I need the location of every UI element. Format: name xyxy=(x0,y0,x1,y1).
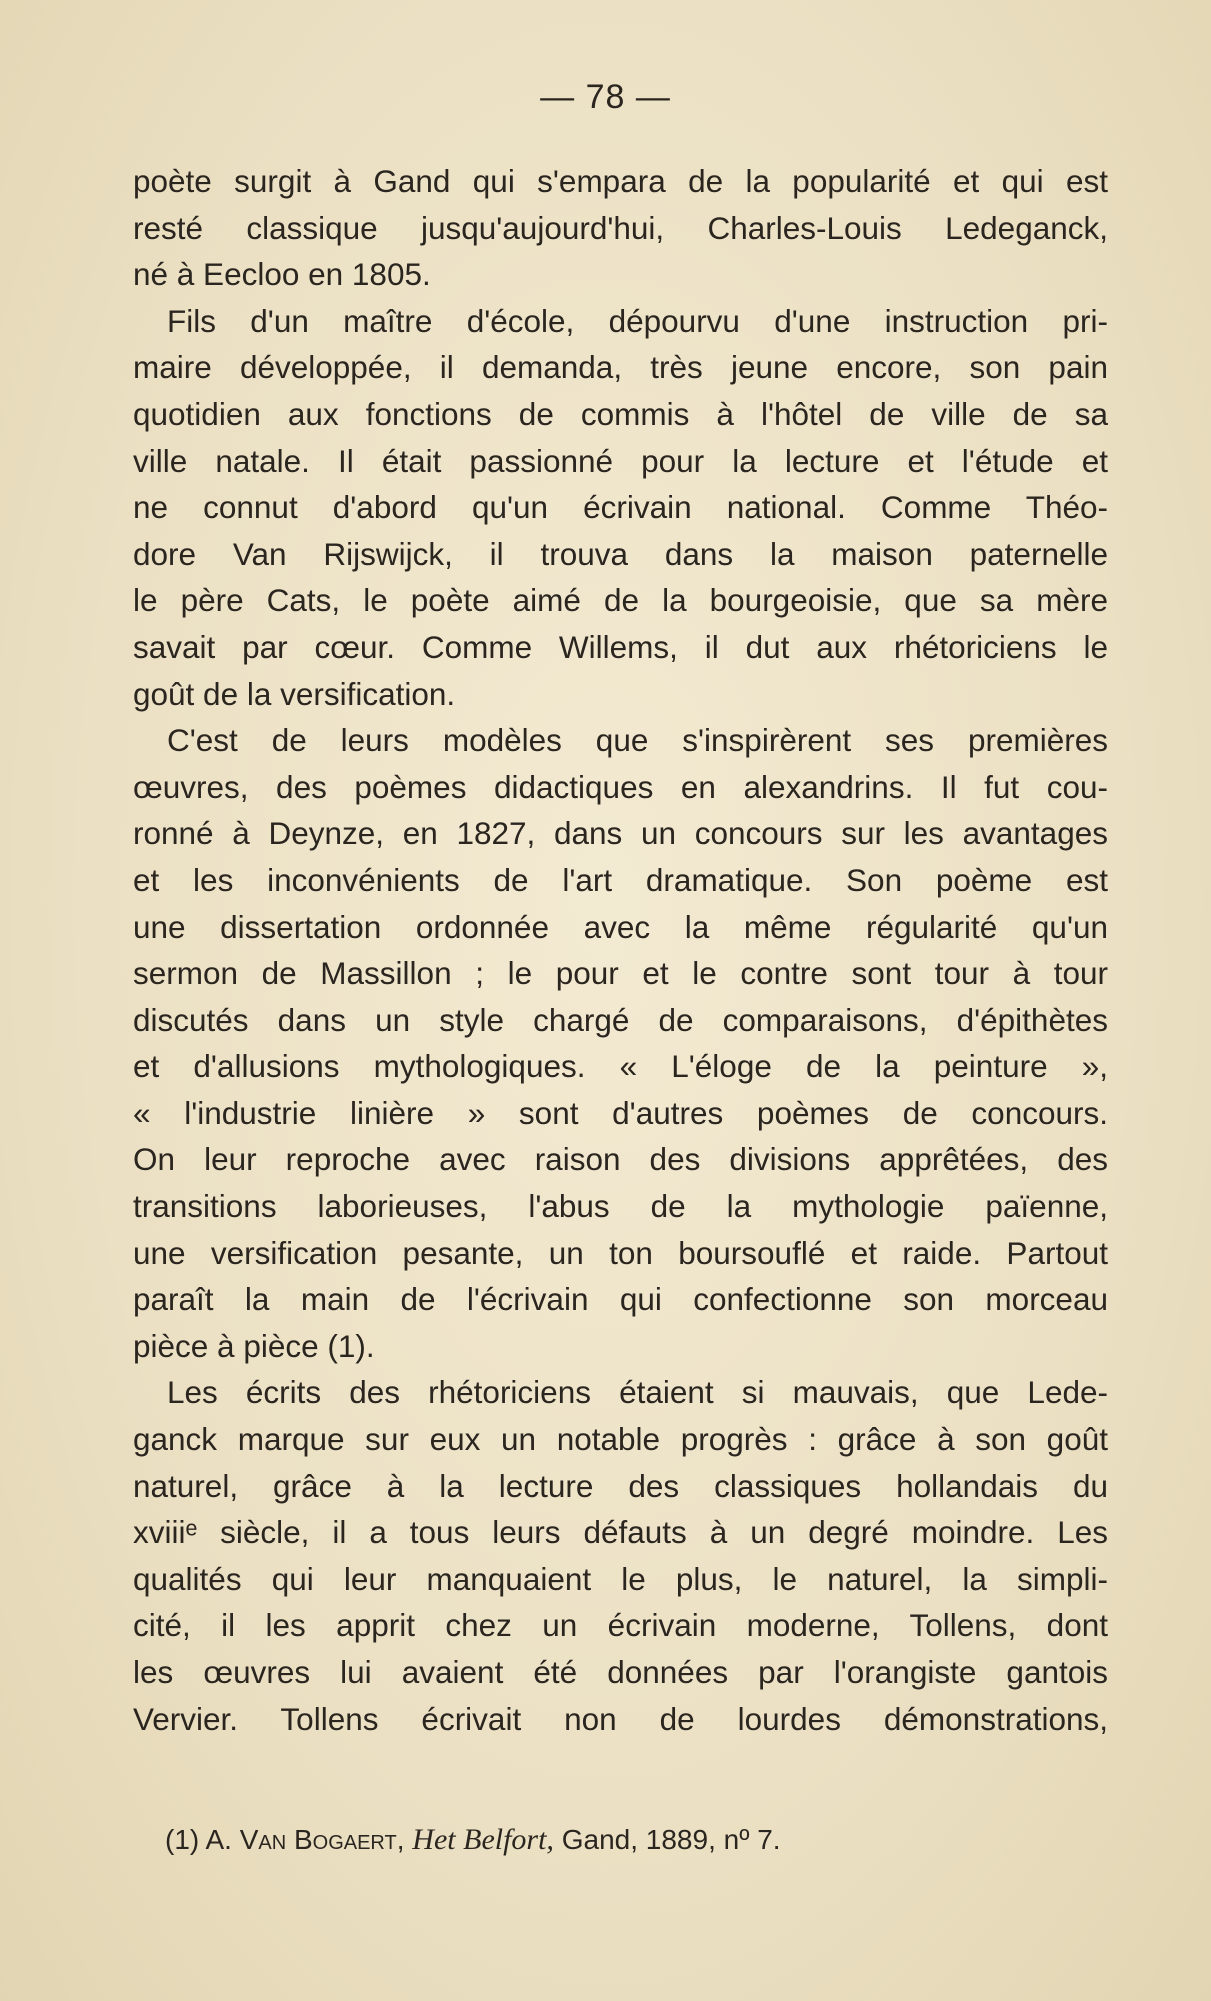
footnote-marker: (1) xyxy=(165,1824,200,1855)
footnote-author-name: Van Bogaert, xyxy=(239,1824,405,1855)
text-line: C'est de leurs modèles que s'inspirèrent ses premières xyxy=(167,722,1108,759)
text-line: œuvres, des poèmes didactiques en alexandrins. Il fut cou- xyxy=(133,768,1108,805)
text-line: savait par cœur. Comme Willems, il dut aux rhétoriciens le xyxy=(133,628,1108,665)
text-line: maire développée, il demanda, très jeune encore, son pain xyxy=(133,349,1108,386)
text-line: une versification pesante, un ton boursouflé et raide. Partout xyxy=(133,1234,1108,1271)
text-line: naturel, grâce à la lecture des classiques hollandais du xyxy=(133,1467,1108,1504)
text-line: ganck marque sur eux un notable progrès : grâce à son goût xyxy=(133,1421,1108,1458)
text-line: né à Eecloo en 1805. xyxy=(133,256,431,293)
text-line: qualités qui leur manquaient le plus, le naturel, la simpli- xyxy=(133,1560,1108,1597)
text-line: quotidien aux fonctions de commis à l'hôtel de ville de sa xyxy=(133,395,1108,432)
text-line: Vervier. Tollens écrivait non de lourdes démonstrations, xyxy=(133,1700,1108,1737)
text-line: le père Cats, le poète aimé de la bourgeoisie, que sa mère xyxy=(133,582,1108,619)
text-line: paraît la main de l'écrivain qui confectionne son morceau xyxy=(133,1281,1108,1318)
text-line: ne connut d'abord qu'un écrivain national. Comme Théo- xyxy=(133,489,1108,526)
text-line: sermon de Massillon ; le pour et le contre sont tour à tour xyxy=(133,955,1108,992)
text-line: dore Van Rijswijck, il trouva dans la maison paternelle xyxy=(133,535,1108,572)
text-line: une dissertation ordonnée avec la même régularité qu'un xyxy=(133,908,1108,945)
text-line: resté classique jusqu'aujourd'hui, Charles-Louis Ledeganck, xyxy=(133,209,1108,246)
text-line: On leur reproche avec raison des divisions apprêtées, des xyxy=(133,1141,1108,1178)
text-line: et d'allusions mythologiques. « L'éloge de la peinture », xyxy=(133,1048,1108,1085)
text-line: cité, il les apprit chez un écrivain moderne, Tollens, dont xyxy=(133,1607,1108,1644)
text-line: et les inconvénients de l'art dramatique. Son poème est xyxy=(133,861,1108,898)
text-line: ronné à Deynze, en 1827, dans un concours sur les avantages xyxy=(133,815,1108,852)
text-line: xviiiᵉ siècle, il a tous leurs défauts à un degré moindre. Les xyxy=(133,1514,1108,1551)
footnote-work-title: Het Belfort, xyxy=(412,1823,554,1856)
text-line: « l'industrie linière » sont d'autres poèmes de concours. xyxy=(133,1094,1108,1131)
text-line: pièce à pièce (1). xyxy=(133,1327,375,1364)
text-line: poète surgit à Gand qui s'empara de la popularité et qui est xyxy=(133,163,1108,199)
footnote-details: Gand, 1889, nº 7. xyxy=(561,1824,781,1855)
page-number: — 78 — xyxy=(540,78,671,116)
footnote-author-initial: A. xyxy=(205,1824,232,1855)
text-line: les œuvres lui avaient été données par l'orangiste gantois xyxy=(133,1654,1108,1690)
text-line: Fils d'un maître d'école, dépourvu d'une instruction pri- xyxy=(167,302,1108,339)
footnote xyxy=(165,1823,781,1857)
text-line: ville natale. Il était passionné pour la lecture et l'étude et xyxy=(133,442,1108,479)
text-line: goût de la versification. xyxy=(133,675,456,712)
text-line: Les écrits des rhétoriciens étaient si mauvais, que Lede- xyxy=(167,1374,1108,1411)
text-line: discutés dans un style chargé de comparaisons, d'épithètes xyxy=(133,1001,1108,1038)
text-line: transitions laborieuses, l'abus de la mythologie païenne, xyxy=(133,1188,1108,1225)
body-text xyxy=(133,158,1108,1742)
